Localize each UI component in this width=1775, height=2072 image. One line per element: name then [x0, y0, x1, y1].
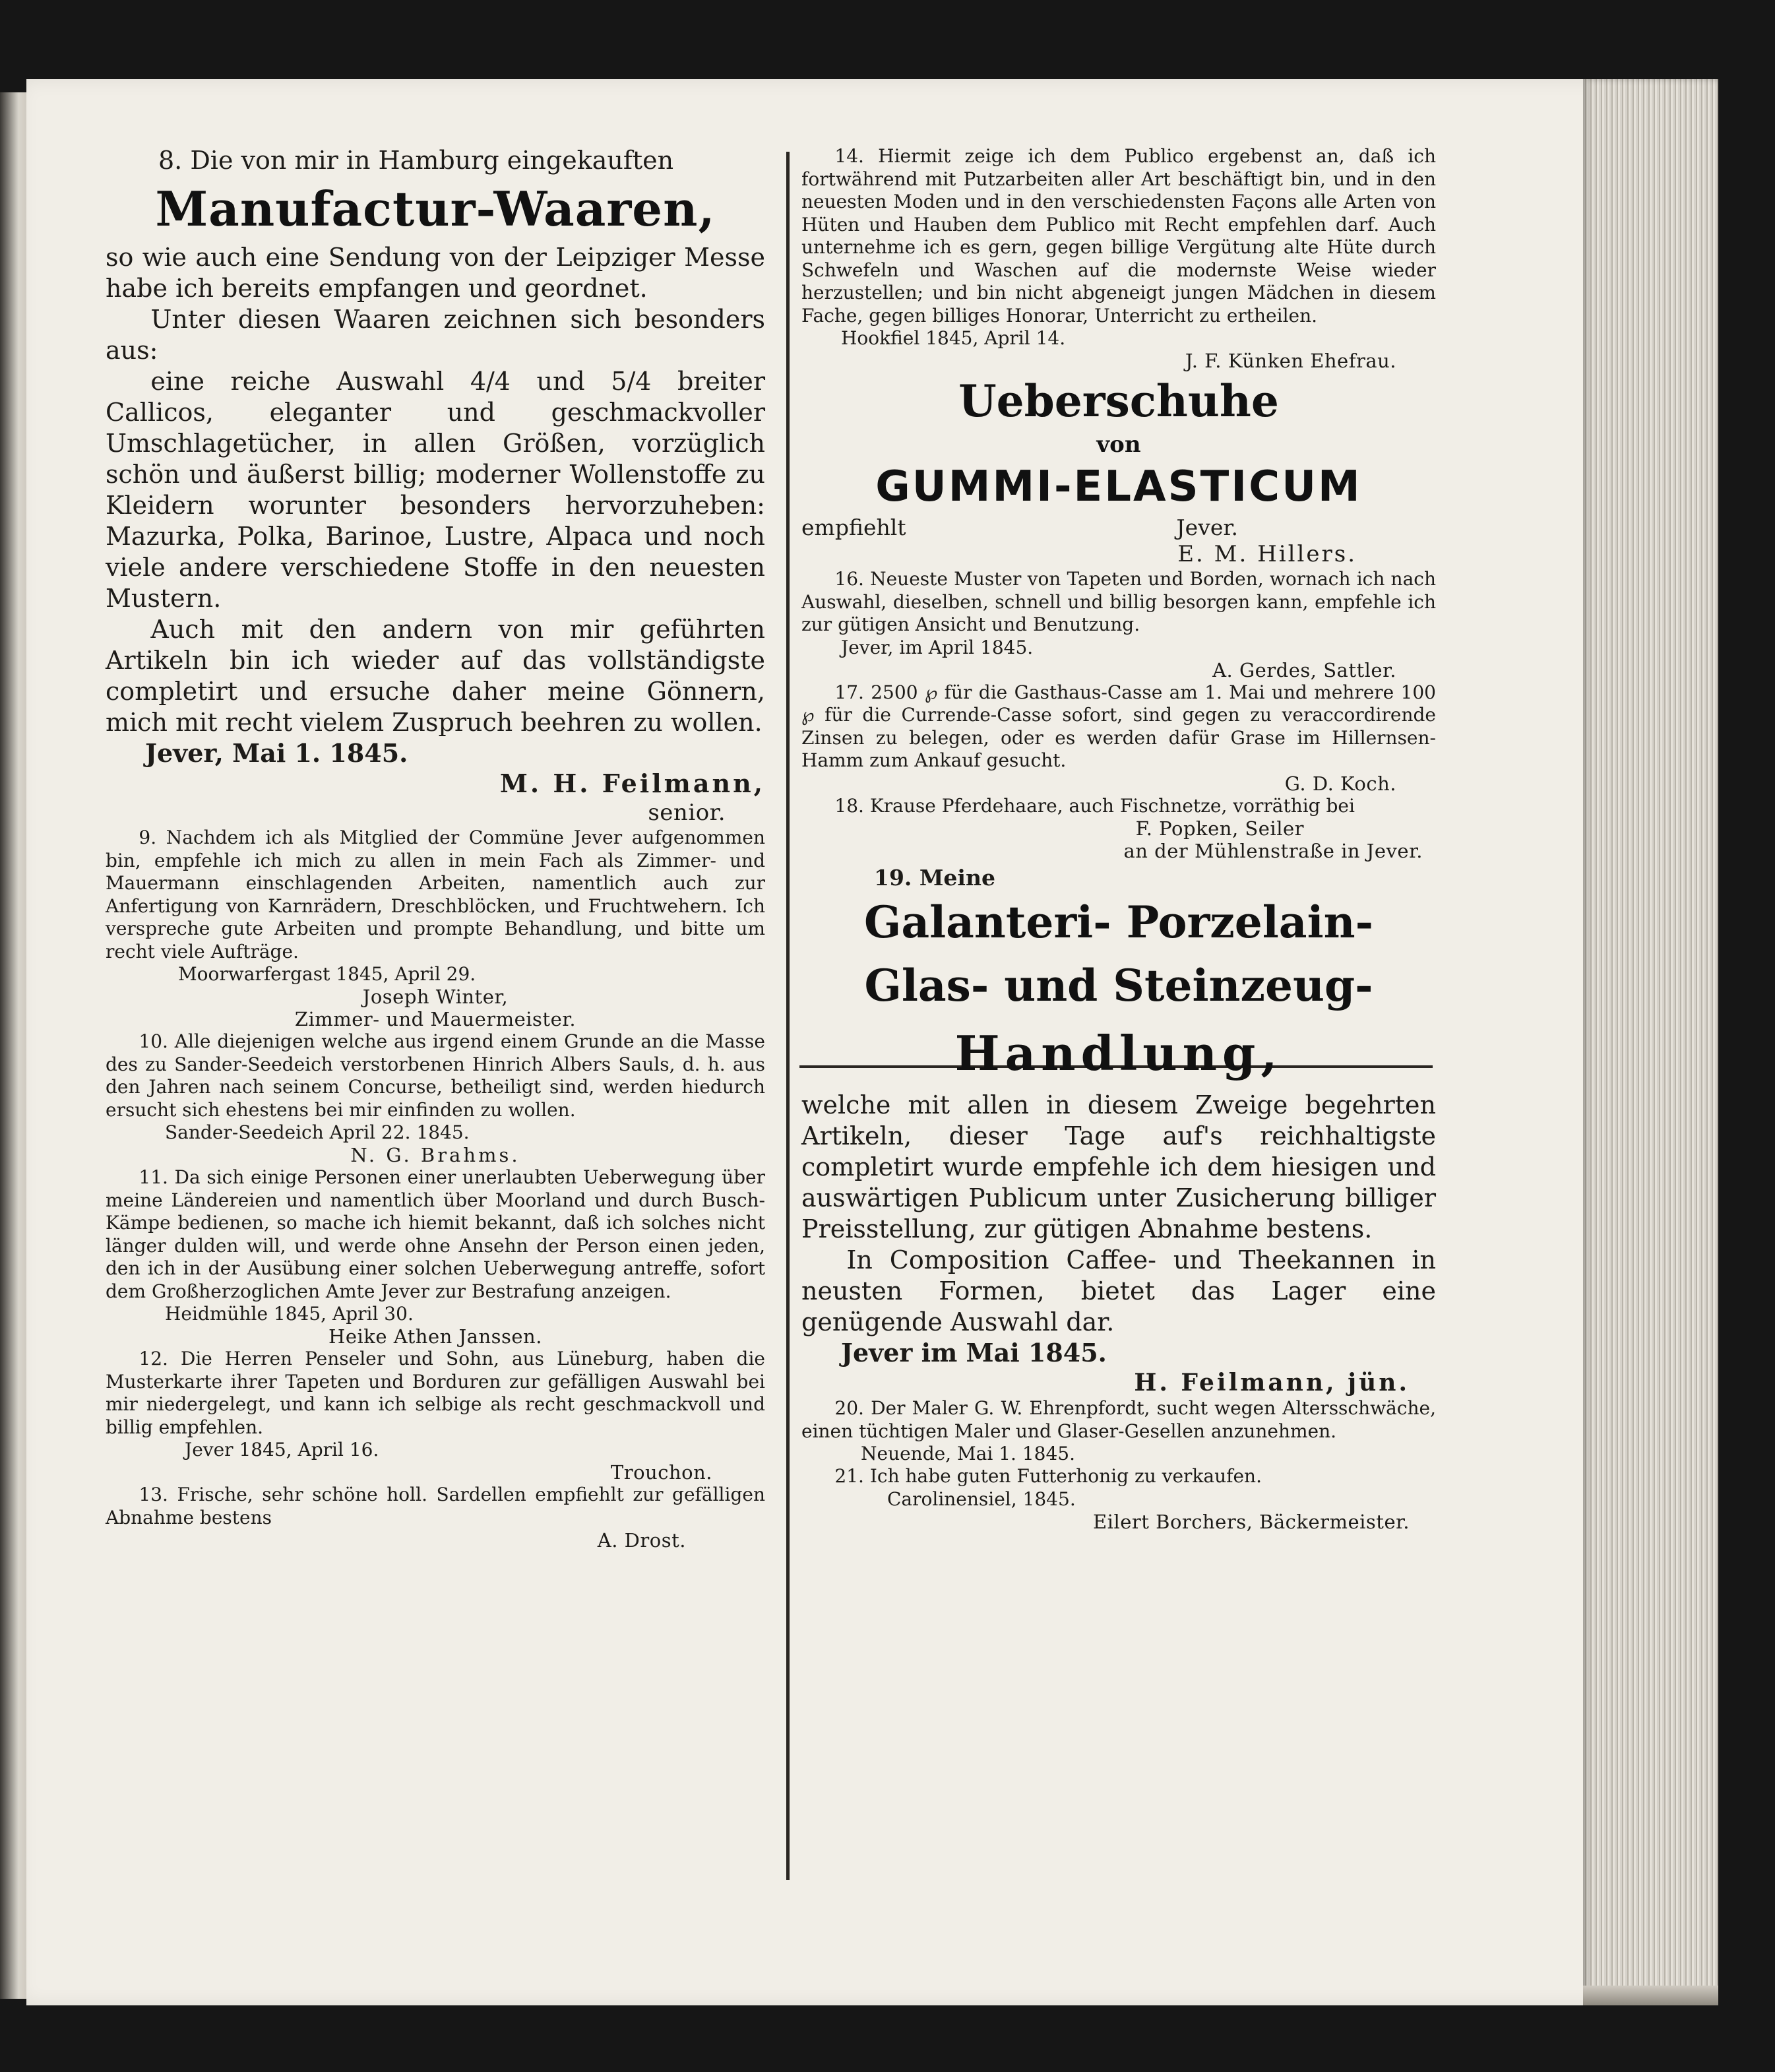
ad-12-date: Jever 1845, April 16. — [185, 1439, 379, 1460]
ad-17-signature: G. D. Koch. — [1284, 772, 1396, 795]
ad-20-date: Neuende, Mai 1. 1845. — [861, 1443, 1075, 1464]
ad-8-body-3: eine reiche Auswahl 4/4 und 5/4 breiter Callicos, eleganter und geschmackvoller Umschlagetücher, in allen Größen, vorzüglich schön und äußerst billig; moderner Wollenstoffe zu Kleidern worunter besonders hervorzuheben: Mazurka, Polka, Barinoe, Lustre, Alpaca und noch viele andere verschiedene Stoffe in den neuesten Mustern. — [106, 367, 765, 613]
ad-19-signature: H. Feilmann, jün. — [1134, 1369, 1410, 1397]
ad-10-signature: N. G. Brahms. — [350, 1144, 520, 1166]
ad-15-headline-von: von — [1096, 431, 1141, 458]
ad-21-signature: Eilert Borchers, Bäckermeister. — [1093, 1510, 1410, 1533]
ad-18-address: an der Mühlenstraße in Jever. — [1123, 840, 1423, 862]
ad-8-intro: 8. Die von mir in Hamburg eingekauften — [158, 146, 674, 175]
column-divider — [786, 152, 790, 1880]
ad-10-body: 10. Alle diejenigen welche aus irgend einem Grunde an die Masse des zu Sander-Seedeich verstorbenen Hinrich Albers Sauls, d. h. aus den Jahren nach seinem Concurse, betheiligt sind, werden hiedurch ersucht sich ehestens bei mir einfinden zu wollen. — [106, 1030, 765, 1121]
ad-9-signature-title: Zimmer- und Mauermeister. — [294, 1008, 576, 1030]
ad-15-place: Jever. — [1176, 515, 1238, 540]
ad-13-signature: A. Drost. — [597, 1529, 686, 1552]
ad-9-date: Moorwarfergast 1845, April 29. — [178, 963, 476, 985]
ad-15-headline: Ueberschuhe — [958, 375, 1279, 427]
ad-8-headline: Manufactur-Waaren, — [155, 181, 716, 237]
ad-15-headline-product: GUMMI-ELASTICUM — [875, 462, 1362, 511]
facing-page-edge — [0, 92, 26, 1999]
ad-19-headline-3: Handlung, — [954, 1025, 1283, 1081]
ad-21-date: Carolinensiel, 1845. — [887, 1488, 1076, 1510]
ad-17-body: 17. 2500 ℘ für die Gasthaus-Casse am 1. Mai und mehrere 100 ℘ für die Currende-Casse sofort, sind gegen zu veraccordirende Zinsen zu belegen, oder es werden dafür Grase im Hillernsen-Hamm zum Ankauf gesucht. — [801, 681, 1436, 771]
ad-8-signature: M. H. Feilmann, — [499, 769, 765, 798]
ad-19-headline-1: Galanteri- Porzelain- — [863, 896, 1374, 948]
ad-16-body: 16. Neueste Muster von Tapeten und Borden, wornach ich nach Auswahl, dieselben, schnell und billig besorgen kann, empfehle ich zur gütigen Ansicht und Benutzung. — [801, 568, 1436, 635]
ad-9-body: 9. Nachdem ich als Mitglied der Commüne Jever aufgenommen bin, empfehle ich mich zu allen in mein Fach als Zimmer- und Mauermann einschlagenden Arbeiten, namentlich auch zur Anfertigung von Karnrädern, Dreschblöcken, und Fruchtwehern. Ich verspreche gute Arbeiten und prompte Behandlung, und bitte um recht viele Aufträge. — [106, 827, 765, 962]
ad-19-body-1: welche mit allen in diesem Zweige begehrten Artikeln, dieser Tage auf's reichhaltigste completirt wurde empfehle ich dem hiesigen und auswärtigen Publicum unter Zusicherung billiger Preisstellung, zur gütigen Abnahme bestens. — [801, 1090, 1436, 1243]
ad-14-date: Hookfiel 1845, April 14. — [841, 327, 1066, 349]
ad-19-date: Jever im Mai 1845. — [841, 1338, 1107, 1367]
ad-8-body-2: Unter diesen Waaren zeichnen sich besonders aus: — [106, 305, 765, 365]
book-page-edges — [1583, 79, 1718, 2005]
ad-11-body: 11. Da sich einige Personen einer unerlaubten Ueberwegung über meine Ländereien und namentlich über Moorland und durch Busch-Kämpe bedienen, so mache ich hiemit bekannt, daß ich solches nicht länger dulden will, und werde ohne Ansehn der Person einen jeden, den ich in der Ausübung einer solchen Ueberwegung antreffe, sofort dem Großherzoglichen Amte Jever zur Bestrafung anzeigen. — [106, 1166, 765, 1302]
ad-19-headline-2: Glas- und Steinzeug- — [864, 960, 1373, 1011]
ad-8-signature-title: senior. — [648, 800, 726, 826]
ad-8-body-4: Auch mit den andern von mir geführten Artikeln bin ich wieder auf das vollständigste completirt und ersuche daher meine Gönnern, mich mit recht vielem Zuspruch beehren zu wollen. — [106, 615, 765, 737]
ad-12-signature: Trouchon. — [610, 1461, 712, 1484]
left-column — [106, 145, 765, 1552]
ad-11-date: Heidmühle 1845, April 30. — [165, 1303, 414, 1325]
ad-19-body-2: In Composition Caffee- und Theekannen in neusten Formen, bietet das Lager eine genügende Auswahl dar. — [801, 1245, 1436, 1336]
ad-8-body-1: so wie auch eine Sendung von der Leipziger Messe habe ich bereits empfangen und geordnet. — [106, 243, 765, 303]
ad-10-date: Sander-Seedeich April 22. 1845. — [165, 1121, 470, 1143]
ad-15-empfiehlt: empfiehlt — [801, 515, 906, 540]
ad-16-signature: A. Gerdes, Sattler. — [1212, 658, 1396, 681]
ad-14-signature: J. F. Künken Ehefrau. — [1185, 350, 1396, 372]
ad-21-body: 21. Ich habe guten Futterhonig zu verkaufen. — [834, 1465, 1262, 1487]
ad-18-signature: F. Popken, Seiler — [1135, 817, 1304, 840]
ad-19-intro: 19. Meine — [874, 865, 995, 891]
ad-8-date: Jever, Mai 1. 1845. — [145, 738, 408, 768]
ad-18-body: 18. Krause Pferdehaare, auch Fischnetze, vorräthig bei — [834, 794, 1355, 817]
ad-13-body: 13. Frische, sehr schöne holl. Sardellen empfiehlt zur gefälligen Abnahme bestens — [106, 1484, 765, 1528]
ad-9-signature: Joseph Winter, — [362, 986, 509, 1008]
right-column — [801, 145, 1436, 1533]
ad-16-date: Jever, im April 1845. — [841, 636, 1034, 658]
ad-12-body: 12. Die Herren Penseler und Sohn, aus Lüneburg, haben die Musterkarte ihrer Tapeten und Borduren zur gefälligen Auswahl bei mir niedergelegt, und kann ich selbige als recht geschmackvoll und billig empfehlen. — [106, 1348, 765, 1438]
ad-15-signature: E. M. Hillers. — [1177, 541, 1357, 567]
ad-20-body: 20. Der Maler G. W. Ehrenpfordt, sucht wegen Altersschwäche, einen tüchtigen Maler und Glaser-Gesellen anzunehmen. — [801, 1397, 1436, 1442]
ad-14-body: 14. Hiermit zeige ich dem Publico ergebenst an, daß ich fortwährend mit Putzarbeiten aller Art beschäftigt bin, und in den neuesten Moden und in den verschiedensten Façons alle Arten von Hüten und Hauben dem Publico mit Recht empfehlen darf. Auch unternehme ich es gern, gegen billige Vergütung alte Hüte durch Schwefeln und Waschen auf die modernste Weise wieder herzustellen; und bin nicht abgeneigt jungen Mädchen in diesem Fache, gegen billiges Honorar, Unterricht zu ertheilen. — [801, 145, 1436, 327]
ad-11-signature: Heike Athen Janssen. — [328, 1325, 542, 1348]
